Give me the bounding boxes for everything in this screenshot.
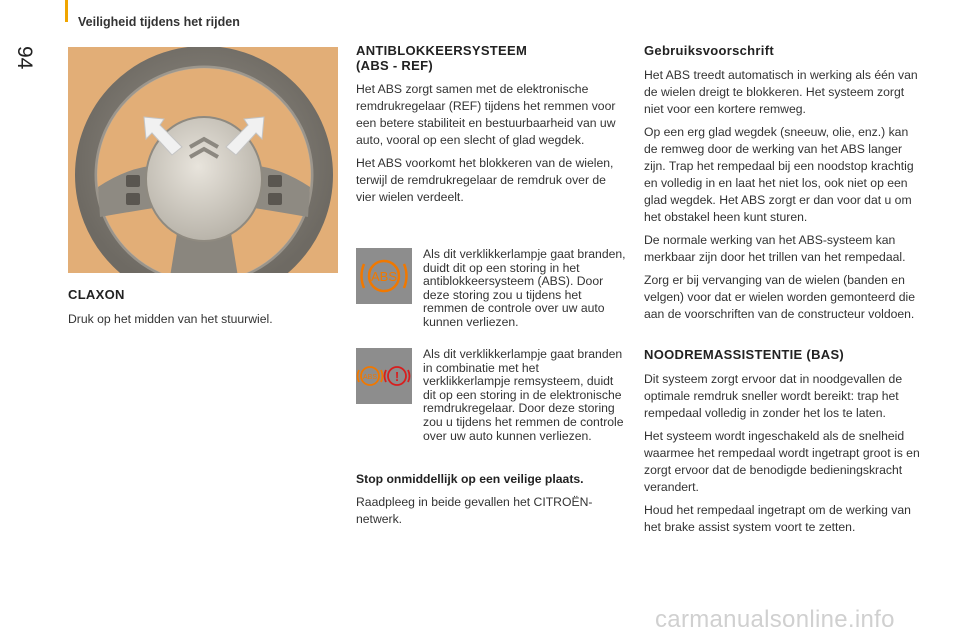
bas-title: NOODREMASSISTENTIE (BAS) bbox=[644, 347, 845, 362]
abs-title-line1: ANTIBLOKKEERSYSTEEM bbox=[356, 43, 528, 58]
usage-paragraph-3: De normale werking van het ABS-systeem kan merkbaar zijn door het trillen van het rempedaal. bbox=[644, 233, 906, 264]
usage-title: Gebruiksvoorschrift bbox=[644, 43, 774, 58]
watermark: carmanualsonline.info bbox=[655, 606, 895, 633]
abs-title-line2: (ABS - REF) bbox=[356, 58, 433, 73]
abs-warning-2-text: Als dit verklikkerlampje gaat branden in combinatie met het verklikkerlampje remsysteem, duidt dit op een storing in de elektronische remdrukregelaar. Door deze storing zou u tijdens het remmen de controle over uw auto kunnen verliezen. bbox=[423, 347, 624, 443]
abs-warning-light-icon bbox=[356, 248, 412, 304]
claxon-text: Druk op het midden van het stuurwiel. bbox=[68, 312, 273, 326]
abs-stop-advice bbox=[356, 472, 628, 528]
bas-paragraph-2: Het systeem wordt ingeschakeld als de snelheid waarmee het rempedaal wordt ingetrapt groot is en zorgt ervoor dat de benodigde bedieningskracht verandert. bbox=[644, 429, 920, 494]
abs-section bbox=[356, 43, 628, 206]
bas-paragraph-1: Dit systeem zorgt ervoor dat in noodgevallen de optimale remdruk sneller wordt bereikt: trap het rempedaal volledig in zonder het los te laten. bbox=[644, 372, 903, 420]
steering-wheel-illustration bbox=[68, 47, 338, 273]
claxon-title: CLAXON bbox=[68, 287, 125, 302]
abs-icon-label: ABS bbox=[370, 269, 398, 284]
abs-brake-warning-lights-icon bbox=[356, 348, 412, 404]
usage-paragraph-1: Het ABS treedt automatisch in werking als één van de wielen dreigt te blokkeren. Het systeem zorgt niet voor een kortere remweg. bbox=[644, 68, 918, 116]
abs-warning-1-text: Als dit verklikkerlampje gaat branden, duidt dit op een storing in het antiblokkeersysteem (ABS). Door deze storing zou u tijdens het remmen de controle over uw auto kunnen verliezen. bbox=[423, 247, 626, 329]
usage-section bbox=[644, 43, 924, 536]
claxon-section bbox=[68, 287, 338, 328]
bas-paragraph-3: Houd het rempedaal ingetrapt om de werking van het brake assist system voort te zetten. bbox=[644, 503, 911, 534]
abs-paragraph-1: Het ABS zorgt samen met de elektronische remdrukregelaar (REF) tijdens het remmen voor een betere stabiliteit en bestuurbaarheid van uw auto, vooral op een slecht of glad wegdek. bbox=[356, 82, 616, 147]
page-number: 94 bbox=[13, 46, 36, 70]
steering-wheel-photo bbox=[68, 47, 338, 273]
abs-consult-text: Raadpleeg in beide gevallen het CITROËN-netwerk. bbox=[356, 495, 593, 526]
header-accent-bar bbox=[65, 0, 68, 22]
usage-paragraph-4: Zorg er bij vervanging van de wielen (banden en velgen) voor dat er wielen worden gemonteerd die aan de voorschriften van de constructeur voldoen. bbox=[644, 273, 915, 321]
brake-warning-symbol: ! bbox=[394, 369, 400, 384]
abs-small-icon-label: ABS bbox=[362, 374, 378, 381]
usage-paragraph-2: Op een erg glad wegdek (sneeuw, olie, enz.) kan de remweg door de werking van het ABS langer zijn. Trap het rempedaal bij een noodstop krachtig en volledig in en laat het niet los, ook niet op een glad wegdek. Het ABS zorgt er dan voor dat u om het obstakel heen kunt sturen. bbox=[644, 125, 914, 224]
section-title: Veiligheid tijdens het rijden bbox=[78, 15, 240, 29]
abs-stop-text: Stop onmiddellijk op een veilige plaats. bbox=[356, 472, 584, 486]
abs-paragraph-2: Het ABS voorkomt het blokkeren van de wielen, terwijl de remdrukregelaar de remdruk over de vier wielen verdeelt. bbox=[356, 156, 614, 204]
